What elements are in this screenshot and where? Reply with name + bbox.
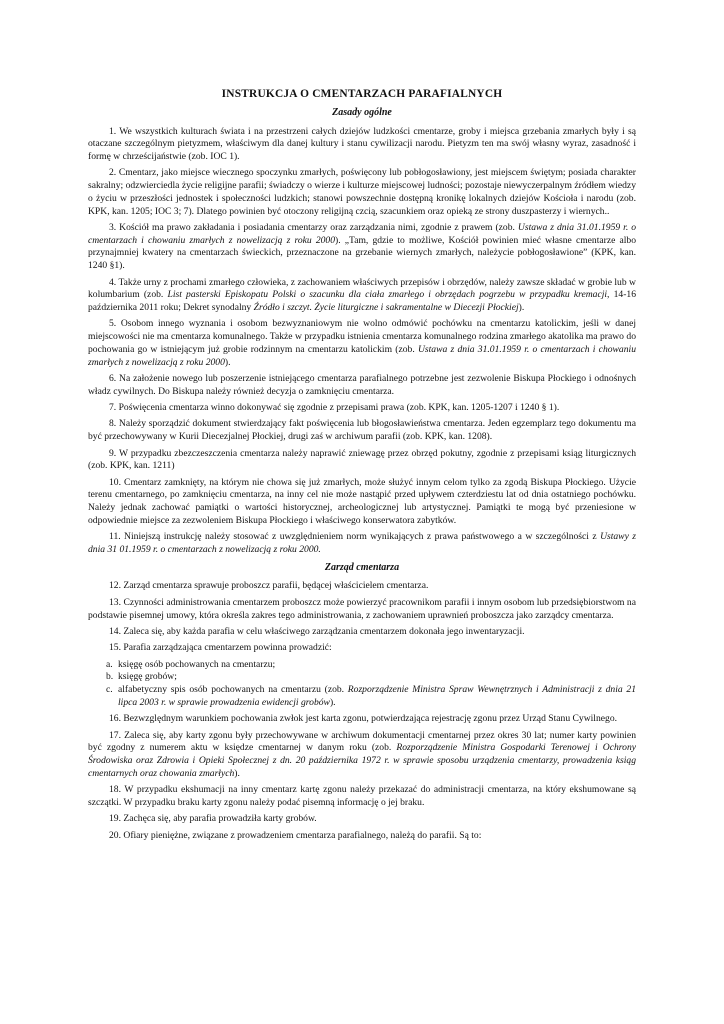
paragraph-text: 2. Cmentarz, jako miejsce wiecznego spoczynku zmarłych, poświęcony lub pobłogosławiony, jest miejscem świętym; posiada charakter sakralny; odzwierciedla życie religijne parafii; świadczy o wierze i kulturze miejscowej ludności; pozostaje niewyczerpalnym źródłem wiedzy o życiu w przeszłości jednostek i społeczności ludzkich; stanowi powszechnie dostępną kronikę lokalnych dziejów Kościoła i narodu (zob. KPK, kan. 1205; IOC 3; 7). Dlatego powinien być otoczony religijną czcią, szacunkiem oraz opieką ze strony duszpasterzy i wiernych.. (88, 167, 636, 217)
paragraph-text: 5. Osobom innego wyznania i osobom bezwyznaniowym nie wolno odmówić pochówku na cmentarzu katolickim, jeśli w danej miejscowości nie ma cmentarza komunalnego. Także w przypadku istnienia cmentarza komunalnego rodzina zmarłego akatolika ma prawo do pochowania go w istniejącym już grobie rodzinnym na cmentarzu katolickim (zob. (88, 318, 636, 355)
paragraph (88, 830, 636, 843)
list-marker: b. (106, 671, 114, 683)
paragraph-text: 13. Czynności administrowania cmentarzem proboszcz może powierzyć pracownikom parafii i innym osobom lub przedsiębiorstwom na podstawie pisemnej umowy, która określa zakres tego administrowania, z zachowaniem uprawnień proboszcza jako zarządcy cmentarza. (88, 596, 636, 621)
paragraph-text: 1. We wszystkich kulturach świata i na przestrzeni całych dziejów ludzkości cmentarze, groby i miejsca grzebania zmarłych były i są otaczane szczególnym pietyzmem, właściwym dla danej kultury i stanu cywilizacji narodu. Pietyzm ten ma swój własny wyraz, zasadność i formę w chrześcijaństwie (zob. IOC 1). (88, 125, 636, 162)
paragraph (88, 784, 636, 810)
paragraph-text: 19. Zachęca się, aby parafia prowadziła karty grobów. (109, 813, 317, 825)
paragraph-text: 8. Należy sporządzić dokument stwierdzający fakt poświęcenia lub błogosławieństwa cmentarza. Jeden egzemplarz tego dokumentu ma być przechowywany w Kurii Diecezjalnej Płockiej, drugi zaś w archiwum parafii (zob. KPK, kan. 1208). (88, 418, 636, 443)
paragraph-text: , 14-16 października 2011 roku; Dekret synodalny (88, 289, 636, 314)
paragraph-text: 6. Na założenie nowego lub poszerzenie istniejącego cmentarza parafialnego potrzebne jest zezwolenie Biskupa Płockiego i odnośnych władz cywilnych. Do Biskupa należy również decyzja o zamknięciu cmentarza. (88, 372, 636, 397)
paragraph (88, 580, 636, 593)
paragraph-text: ). (329, 696, 336, 708)
paragraph-text: 11. Niniejszą instrukcję należy stosować z uwzględnieniem norm wynikających z prawa państwowego a w szczególności z (109, 531, 601, 543)
citation-text: Ustawa z dnia 31.01.1959 r. o cmentarzach i chowaniu zmarłych z nowelizacją z roku 2000 (88, 221, 636, 246)
paragraph-text: 18. W przypadku ekshumacji na inny cmentarz kartę zgonu należy przekazać do administracji cmentarza, na który ekshumowane są szczątki. W przypadku braku karty zgonu należy podać pisemną informację o jej braku. (88, 784, 636, 808)
paragraph-text: 4. Także urny z prochami zmarłego człowieka, z zachowaniem właściwych przepisów i obrzędów, należy zawsze składać w grobie lub w kolumbarium (zob. (88, 276, 636, 301)
citation-text: Rozporządzenie Ministra Spraw Wewnętrznych i Administracji z dnia 21 lipca 2003 r. w sprawie prowadzenia ewidencji grobów (118, 684, 636, 708)
paragraph-text: 16. Bezwzględnym warunkiem pochowania zwłok jest karta zgonu, potwierdzająca rejestrację zgonu przez Urząd Stanu Cywilnego. (109, 713, 618, 725)
paragraph-text: 14. Zaleca się, aby każda parafia w celu właściwego zarządzania cmentarzem dokonała jego inwentaryzacji. (109, 625, 525, 637)
paragraph (88, 713, 636, 726)
section-heading: Zasady ogólne (332, 106, 392, 118)
paragraph-text: księgę osób pochowanych na cmentarzu; (118, 658, 276, 670)
paragraph (88, 626, 636, 639)
list-item (88, 659, 636, 672)
paragraph-text: ). (518, 302, 525, 314)
paragraph (88, 597, 636, 623)
paragraph (88, 418, 636, 444)
document-title: INSTRUKCJA O CMENTARZACH PARAFIALNYCH (221, 88, 503, 100)
list-marker: c. (106, 684, 113, 696)
paragraph-text: 7. Poświęcenia cmentarza winno dokonywać się zgodnie z przepisami prawa (zob. KPK, kan. 1205-1207 i 1240 § 1). (109, 402, 560, 414)
document-page (88, 88, 636, 846)
list-item (88, 684, 636, 710)
document-body (88, 107, 636, 843)
paragraph (88, 813, 636, 826)
citation-text: List pasterski Episkopatu Polski o szacunku dla ciała zmarłego i obrzędach pogrzebu w przypadku kremacji (167, 289, 608, 301)
registry-list (88, 659, 636, 710)
paragraph (88, 402, 636, 415)
citation-text: Źródło i szczyt. Życie liturgiczne i sakramentalne w Diecezji Płockiej (253, 302, 519, 314)
paragraph (88, 730, 636, 781)
paragraph (88, 318, 636, 369)
paragraph (88, 642, 636, 655)
paragraph (88, 477, 636, 528)
paragraph (88, 531, 636, 557)
paragraph (88, 222, 636, 273)
paragraph-text: 12. Zarząd cmentarza sprawuje proboszcz parafii, będącej właścicielem cmentarza. (109, 580, 429, 592)
paragraph-text: 9. W przypadku zbezczeszczenia cmentarza należy naprawić zniewagę przez obrzęd pokutny, zgodnie z przepisami ksiąg liturgicznych (zob. KPK, kan. 1211) (88, 447, 636, 472)
paragraph-text: 17. Zaleca się, aby karty zgonu były przechowywane w archiwum dokumentacji cmentarnej przez okres 30 lat; numer karty powinien być zgodny z numerem aktu w księdze cmentarnej w danym roku (zob. (88, 729, 636, 754)
paragraph (88, 277, 636, 315)
paragraph-text: księgę grobów; (118, 671, 177, 683)
paragraph-text: 10. Cmentarz zamknięty, na którym nie chowa się już zmarłych, może służyć innym celom tylko za zgodą Biskupa Płockiego. Użycie terenu cmentarnego, po zamknięciu cmentarza, na inny cel nie może nastąpić przed upływem czterdziestu lat od dnia ostatniego pochówku. Należy jednak zachować pamiątki o wartości historycznej, archeologicznej lub artystycznej. Pamiątki te mogą być przeniesione w odpowiednie miejsce za zezwoleniem Biskupa Płockiego i właściwego konserwatora zabytków. (88, 476, 636, 526)
list-marker: a. (106, 658, 113, 670)
paragraph-text: alfabetyczny spis osób pochowanych na cmentarzu (zob. (118, 684, 348, 696)
paragraph-text: ). „Tam, gdzie to możliwe, Kościół powinien mieć własne cmentarze albo przynajmniej kwatery na cmentarzach świeckich, przeznaczone na grzebanie wiernych zmarłych, należycie pobłogosławione” (KPK, kan. 1240 §1). (88, 234, 637, 272)
paragraph-text: 3. Kościół ma prawo zakładania i posiadania cmentarzy oraz zarządzania nimi, zgodnie z prawem (zob. (109, 221, 518, 233)
paragraph (88, 373, 636, 399)
paragraph (88, 126, 636, 164)
citation-text: Rozporządzenie Ministra Gospodarki Terenowej i Ochrony Środowiska oraz Zdrowia i Opieki Społecznej z dn. 20 października 1972 r. w sprawie sposobu urządzenia cmentarzy, prowadzenia ksiąg cmentarnych oraz chowania zmarłych (88, 742, 636, 779)
list-item (88, 671, 636, 684)
paragraph (88, 167, 636, 218)
citation-text: Ustawa z dnia 31.01.1959 r. o cmentarzach i chowaniu zmarłych z nowelizacją z roku 2000 (88, 343, 636, 368)
paragraph-text: 15. Parafia zarządzająca cmentarzem powinna prowadzić: (109, 642, 332, 654)
paragraph (88, 448, 636, 474)
paragraph-text: ). (234, 767, 240, 779)
citation-text: Ustawy z dnia 31 01.1959 r. o cmentarzach z nowelizacją z roku 2000. (88, 531, 637, 555)
paragraph-text: 20. Ofiary pieniężne, związane z prowadzeniem cmentarza parafialnego, należą do parafii. Są to: (109, 829, 482, 841)
paragraph-text: ). (224, 356, 231, 368)
section-heading: Zarząd cmentarza (324, 561, 400, 573)
